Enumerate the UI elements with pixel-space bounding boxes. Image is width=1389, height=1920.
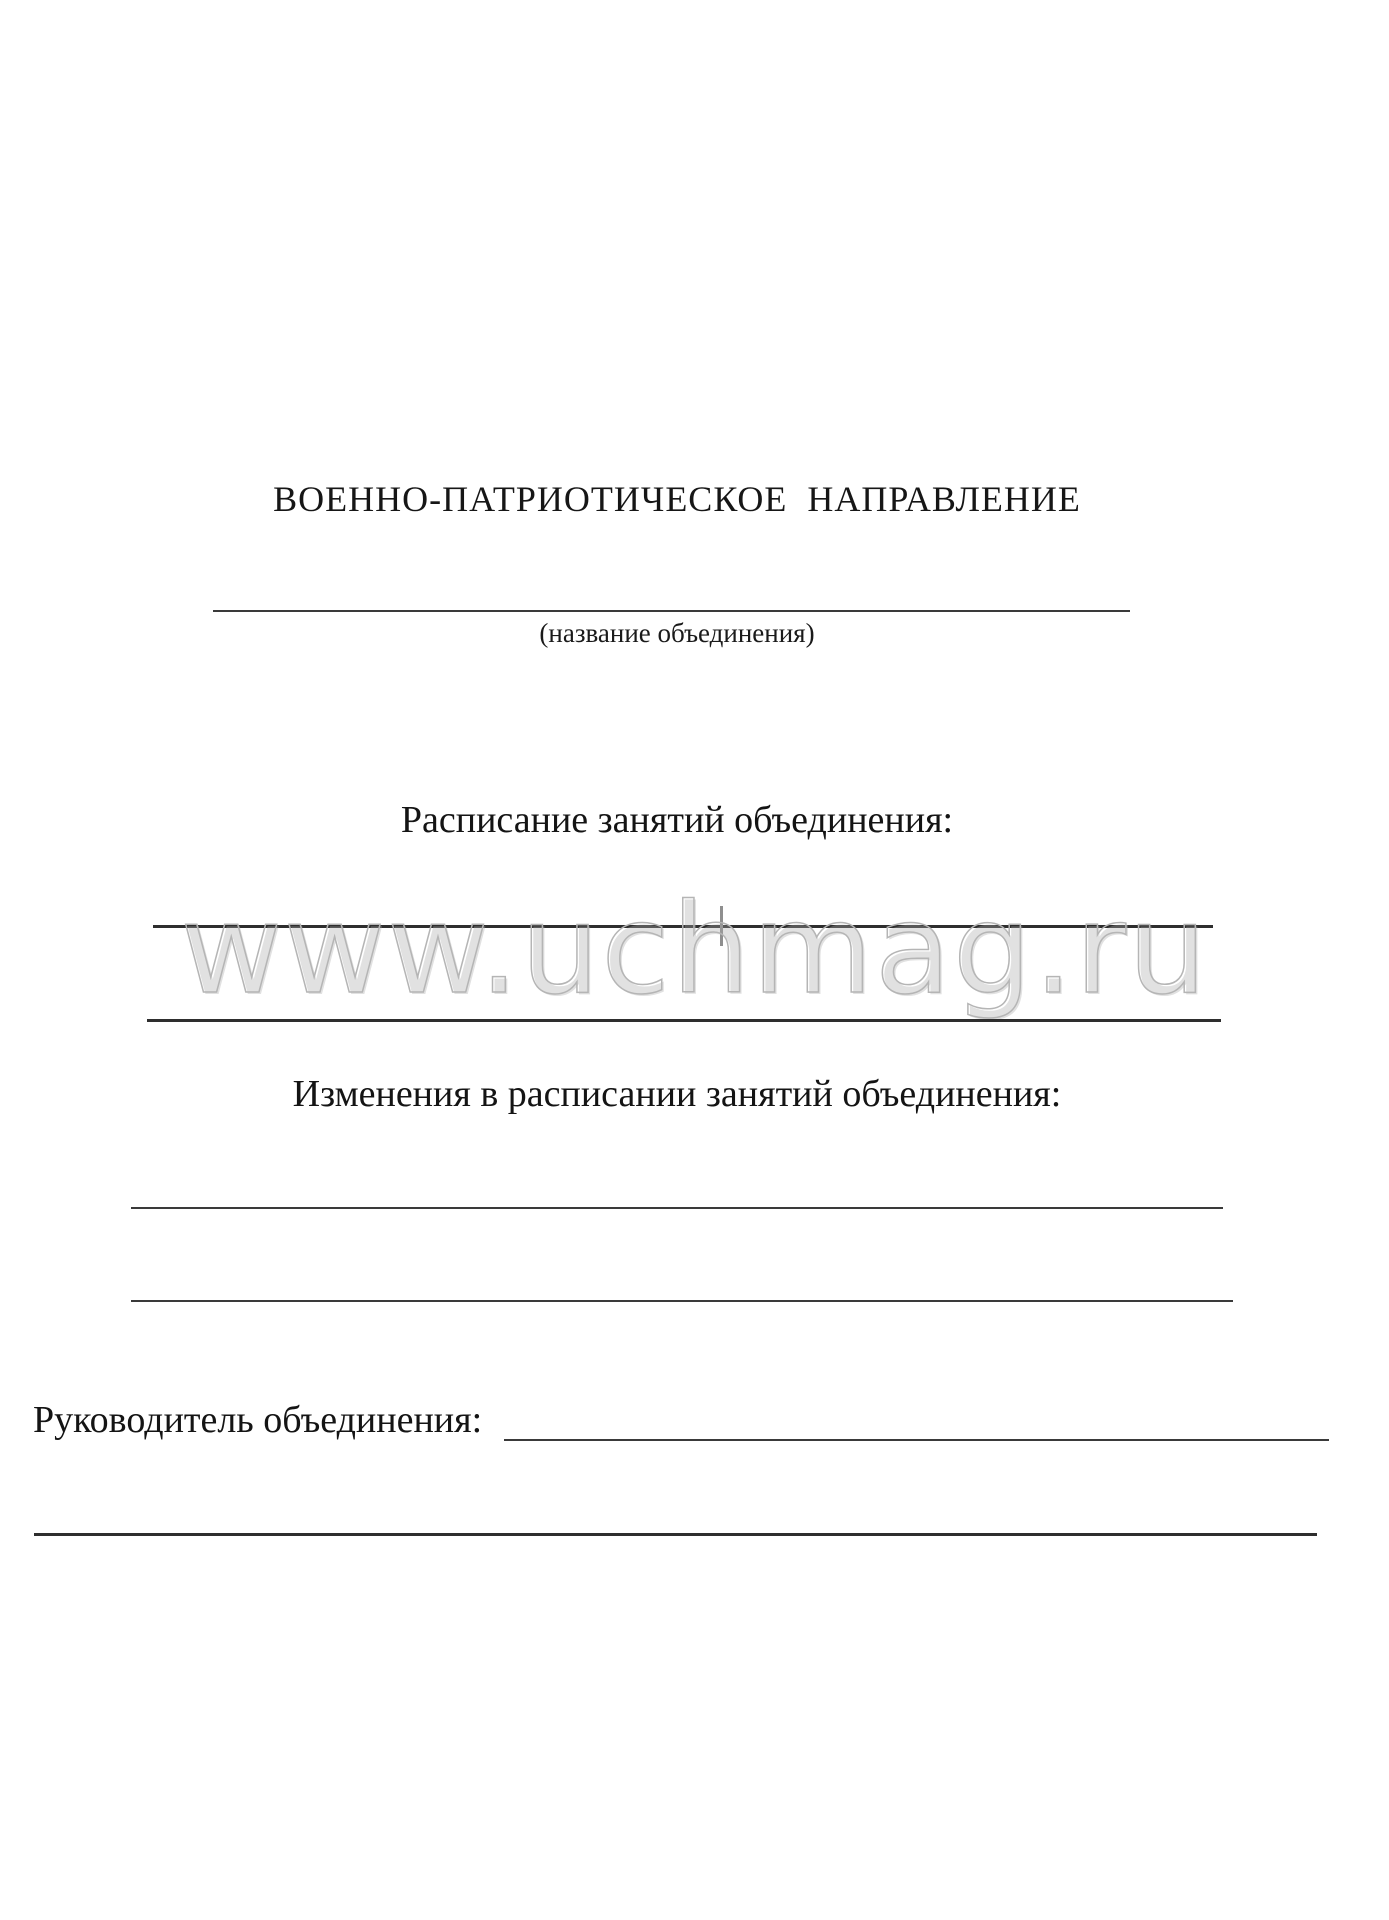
schedule-blank-line-2 <box>147 1019 1221 1022</box>
schedule-heading: Расписание занятий объединения: <box>400 799 954 841</box>
changes-blank-line-1 <box>131 1207 1223 1209</box>
association-name-caption: (название объединения) <box>539 618 815 648</box>
caret-mark <box>720 906 723 946</box>
schedule-blank-line-1 <box>153 925 1213 928</box>
leader-label: Руководитель объединения: <box>33 1399 483 1441</box>
association-name-blank-line <box>213 610 1130 612</box>
changes-heading: Изменения в расписании занятий объединения: <box>292 1073 1062 1115</box>
changes-blank-line-2 <box>131 1300 1233 1302</box>
page-title: ВОЕННО-ПАТРИОТИЧЕСКОЕ НАПРАВЛЕНИЕ <box>273 479 1081 519</box>
bottom-blank-line <box>34 1533 1317 1536</box>
uchmag-watermark: www.uchmag.ru <box>180 878 1209 1022</box>
leader-name-blank-line <box>504 1439 1329 1441</box>
